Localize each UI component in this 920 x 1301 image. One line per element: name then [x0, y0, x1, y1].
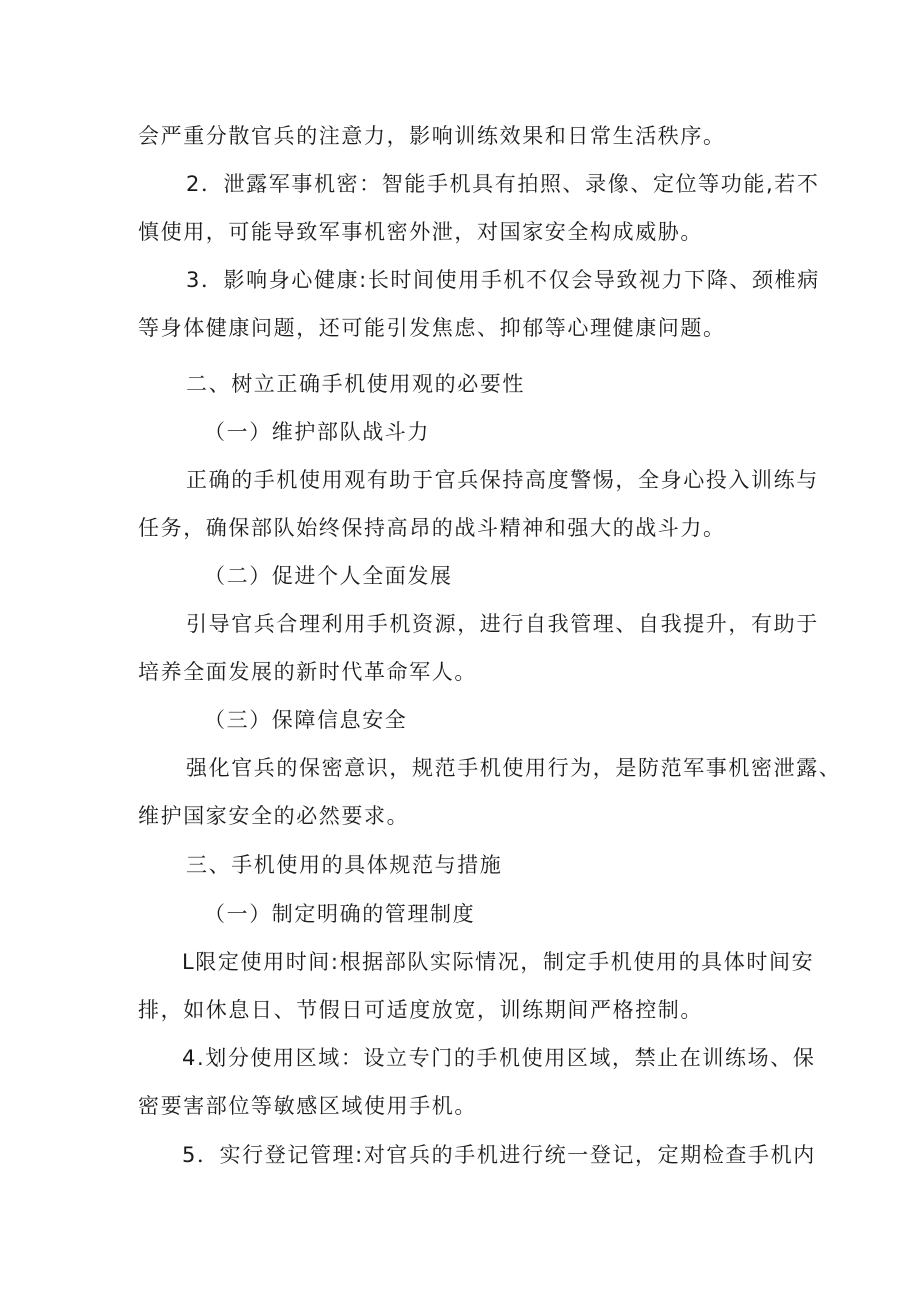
subsection-heading: （二）促进个人全面发展 — [204, 564, 453, 588]
list-item-registration: 5．实行登记管理:对官兵的手机进行统一登记，定期检查手机内 — [182, 1143, 816, 1167]
body-text-line: 会严重分散官兵的注意力，影响训练效果和日常生活秩序。 — [138, 124, 726, 148]
section-heading-2: 二、树立正确手机使用观的必要性 — [186, 372, 525, 396]
list-item-health: 3．影响身心健康:长时间使用手机不仅会导致视力下降、颈椎病 — [186, 268, 820, 292]
subsection-heading: （一）维护部队战斗力 — [204, 420, 430, 444]
body-text-line: 培养全面发展的新时代革命军人。 — [138, 660, 477, 684]
body-text-line: 排，如休息日、节假日可适度放宽，训练期间严格控制。 — [138, 998, 703, 1022]
body-text-line: 正确的手机使用观有助于官兵保持高度警惕，全身心投入训练与 — [186, 468, 819, 492]
body-text-line: 慎使用，可能导致军事机密外泄，对国家安全构成威胁。 — [138, 220, 703, 244]
subsection-heading: （三）保障信息安全 — [204, 708, 408, 732]
section-heading-3: 三、手机使用的具体规范与措施 — [186, 853, 503, 877]
list-item-usage-area: 4.划分使用区域：设立专门的手机使用区域，禁止在训练场、保 — [182, 1046, 816, 1070]
body-text-line: 引导官兵合理利用手机资源，进行自我管理、自我提升，有助于 — [186, 612, 819, 636]
body-text-line: 强化官兵的保密意识，规范手机使用行为，是防范军事机密泄露、 — [186, 756, 842, 780]
body-text-line: 密要害部位等敏感区域使用手机。 — [138, 1094, 477, 1118]
body-text-line: 任务，确保部队始终保持高昂的战斗精神和强大的战斗力。 — [138, 516, 726, 540]
subsection-heading: （一）制定明确的管理制度 — [204, 902, 476, 926]
body-text-line: 维护国家安全的必然要求。 — [138, 804, 410, 828]
list-item-leak-secrets: 2．泄露军事机密：智能手机具有拍照、录像、定位等功能,若不 — [186, 172, 820, 196]
list-item-time-limit: L限定使用时间:根据部队实际情况，制定手机使用的具体时间安 — [182, 950, 815, 974]
body-text-line: 等身体健康问题，还可能引发焦虑、抑郁等心理健康问题。 — [138, 316, 726, 340]
